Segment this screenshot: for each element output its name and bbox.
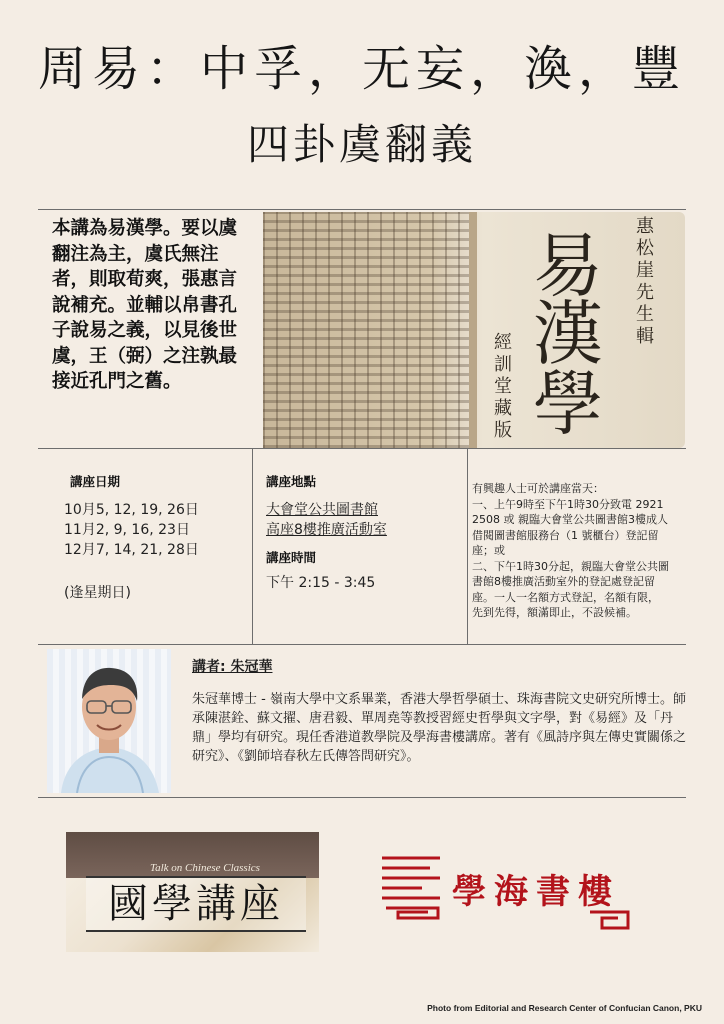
registration-line: 有興趣人士可於講座當天： <box>472 482 604 495</box>
poster-title-line1: 周易：中孚，无妄，渙，豐 <box>37 41 686 97</box>
divider <box>38 448 686 449</box>
cover-char-3: 學 <box>533 363 603 445</box>
fret-corner-icon <box>588 908 632 932</box>
venue-line: 大會堂公共圖書館 <box>266 502 378 518</box>
logo-title: 國學講座 <box>86 876 306 932</box>
registration-line: 書館8樓推廣活動室外的登記處登記留 <box>472 575 655 588</box>
book-text-lines <box>263 212 469 448</box>
lecture-time: 下午 2:15 - 3:45 <box>266 575 376 591</box>
book-photo <box>263 212 685 448</box>
divider <box>38 797 686 798</box>
venue-label: 講座地點 <box>266 474 317 489</box>
poster-title-line2: 四卦虞翻義 <box>246 120 477 169</box>
guoxue-talk-logo <box>66 832 319 952</box>
speaker-portrait <box>47 649 171 793</box>
venue-link[interactable] <box>266 500 387 540</box>
venue-line: 高座8樓推廣活動室 <box>266 522 387 538</box>
date-list <box>64 500 199 560</box>
book-spine <box>469 212 477 448</box>
weekday-note: (逢星期日) <box>64 585 131 601</box>
registration-line: 借閱圖書館服務台（1 號櫃台）登記留 <box>472 528 659 542</box>
registration-line: 座；或 <box>472 544 505 557</box>
divider <box>252 448 253 644</box>
registration-line: 二、下午1時30分起，親臨大會堂公共圖 <box>472 559 669 573</box>
date-line: 11月2, 9, 16, 23日 <box>64 522 190 538</box>
registration-line: 先到先得，額滿即止，不設候補。 <box>472 606 637 619</box>
registration-info <box>472 481 688 621</box>
intro-text: 本講為易漢學。要以虞翻注為主，虞氏無注者，則取荀爽，張惠言說補充。並輔以帛書孔子說易之義，以見後世虞，王（弼）之注孰最接近孔門之舊。 <box>52 218 238 392</box>
dates-label: 講座日期 <box>70 474 121 489</box>
cover-right-column: 惠松崖先生輯 <box>636 216 654 347</box>
cover-char-1: 易 <box>533 225 603 307</box>
cover-left-column: 經訓堂藏版 <box>494 332 512 441</box>
xuehai-shulou-logo-text: 學海書樓 <box>452 872 620 912</box>
photo-credit: Photo from Editorial and Research Center of Confucian Canon, PKU <box>427 1003 702 1013</box>
registration-line: 一、上午9時至下午1時30分致電 2921 <box>472 497 664 511</box>
registration-line: 2508 或 親臨大會堂公共圖書館3樓成人 <box>472 513 668 526</box>
logo-subtitle: Talk on Chinese Classics <box>150 862 260 874</box>
cover-char-2: 漢 <box>533 293 603 375</box>
speaker-name: 講者: 朱冠華 <box>192 659 273 675</box>
date-line: 12月7, 14, 21, 28日 <box>64 542 199 558</box>
time-label: 講座時間 <box>266 550 317 565</box>
date-line: 10月5, 12, 19, 26日 <box>64 502 199 518</box>
divider <box>38 644 686 645</box>
divider <box>38 209 686 210</box>
registration-line: 座。一人一名額方式登記，名額有限， <box>472 590 659 604</box>
fret-pattern-icon <box>378 852 448 926</box>
speaker-photo <box>47 649 171 793</box>
speaker-bio: 朱冠華博士 - 嶺南大學中文系畢業，香港大學哲學碩士、珠海書院文史研究所博士。師承陳湛銓、蘇文擢、唐君毅、單周堯等教授習經史哲學與文字學，對《易經》及「丹鼎」學均有研究。現任香港道教學院及學海書樓講席。著有《風詩序與左傳史實關係之研究》、《劉師培春秋左氏傳答問研究》。 <box>192 692 687 764</box>
divider <box>467 448 468 644</box>
